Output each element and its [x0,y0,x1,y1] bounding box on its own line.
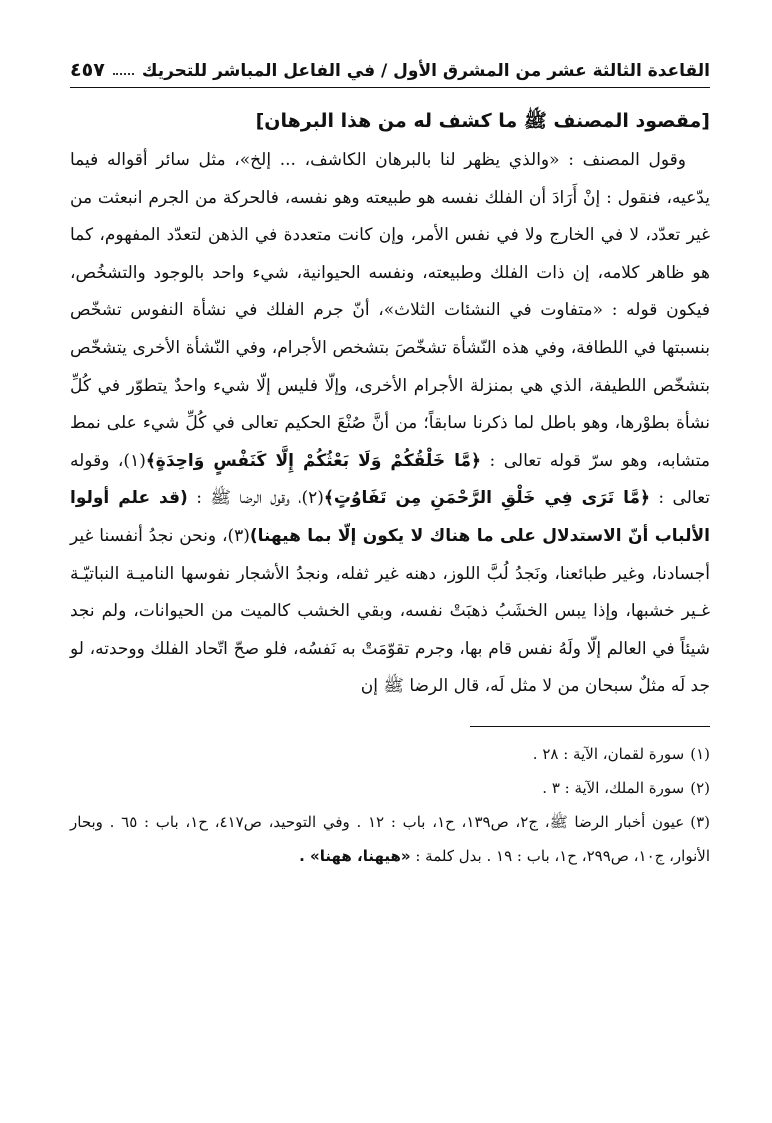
quran-verse-1: ﴿مَّا خَلْقُكُمْ وَلَا بَعْثُكُمْ إِلَّا كَنَفْسٍ وَاحِدَةٍ﴾ [145,450,481,471]
footnote-2 [70,771,710,805]
quran-verse-2: ﴿مَّا تَرَى فِي خَلْقِ الرَّحْمَنِ مِن تَفَاوُتٍ﴾ [323,488,650,509]
footnote-text: عيون أخبار الرضا ﷺ، ج٢، ص١٣٩، ح١، باب : ١٢ . وفي التوحيد، ص٤١٧، ح١، باب : ٦٥ . وبحار الأنوار، ج١٠، ص٢٩٩، ح١، باب : ١٩ . بدل كلمة : [70,812,710,865]
footnote-marker: (١) [690,744,710,763]
paragraph-text-part-2: (١)، وقوله تعالى : [70,450,711,509]
paragraph-text-part-4: (٣)، ونحن نجدُ أنفسنا غير أجسادنا، وغير طبائعنا، ونَجدُ لُبَّ اللوز، دهنه غير ثفله، ونجدُ الأشجار نفوسها الناميـة النباتيّـة غـير خشبها، وإذا يبس الخشَبُ ذهبَتْ نفسه، وبقي الخشب كالميت من الحيوانات، ولم نجد شيئاً في العالم إلّا ولَهُ نفس قام بها، وجرم تقوّمَتْ به نَفسُه، فلو صحّ اتّحاد الفلك ووحدته، لو جد لَه مثلٌ سبحان من لا مثل لَه، قال الرضا ﷺ إن [70,525,710,697]
page-number: ٤٥٧ [70,59,105,81]
footnote-text: سورة لقمان، الآية : ٢٨ . [532,744,685,763]
main-paragraph [70,142,710,706]
footnote-3 [70,805,710,873]
footnotes [70,737,710,873]
footnote-bold-term: «هيهنا، ههنا» . [299,846,411,865]
footnote-1 [70,737,710,771]
footnote-marker: (٢) [690,778,710,797]
footnote-text: سورة الملك، الآية : ٣ . [542,778,685,797]
paragraph-text-part-1: وقول المصنف : «والذي يظهر لنا بالبرهان الكاشف، ... إلخ»، مثل سائر أقواله فيما يدّعيه، فنقول : إنْ أَرَادَ أن الفلك نفسه هو طبيعته وهو نفسه، فالحركة من الجرم انبعثت من غير تعدّد، لا في الخارج ولا في نفس الأمر، وإن كانت متعددة في الذهن لتعدّد المفهوم، كما هو ظاهر كلامه، إن ذات الفلك وطبيعته، ونفسه الحيوانية، شيء واحد بالوجود والتشخُص، فيكون قوله : «متفاوت في النشئات الثلاث»، أنّ جرم الفلك في نشأة النفوس تشخّص بنسبتها في اللطافة، وفي هذه النّشأة تشخّصَ بتشخص الأجرام، وفي النّشأة الأخرى يتشخّص بتشخّص اللطيفة، الذي هي بمنزلة الأجرام الأخرى، وإلّا فليس إلّا شيء واحدٌ يتطوّر في كُلِّ نشأة بطوْرها، وهو باطل لما ذكرنا سابقاً؛ من أنَّ صُنْعَ الحكيم تعالى في كُلِّ شيء على نمط متشابه، وهو سرّ قوله تعالى : [70,150,711,471]
running-header [70,50,710,88]
footnote-marker: (٣) [690,812,711,831]
hadith-quote: (قد علم أولوا الألباب أنّ الاستدلال على ما هناك لا يكون إلّا بما هيهنا) [70,488,710,546]
footnote-separator [470,726,710,727]
section-heading: [مقصود المصنف ﷺ ما كشف له من هذا البرهان] [255,110,710,132]
paragraph-text-part-3: (٢)، وقول الرضا ﷺ : [196,488,324,509]
header-leader-dots [113,73,134,75]
running-header-title: القاعدة الثالثة عشر من المشرق الأول / في الفاعل المباشر للتحريك [141,61,710,81]
book-page [70,50,710,873]
